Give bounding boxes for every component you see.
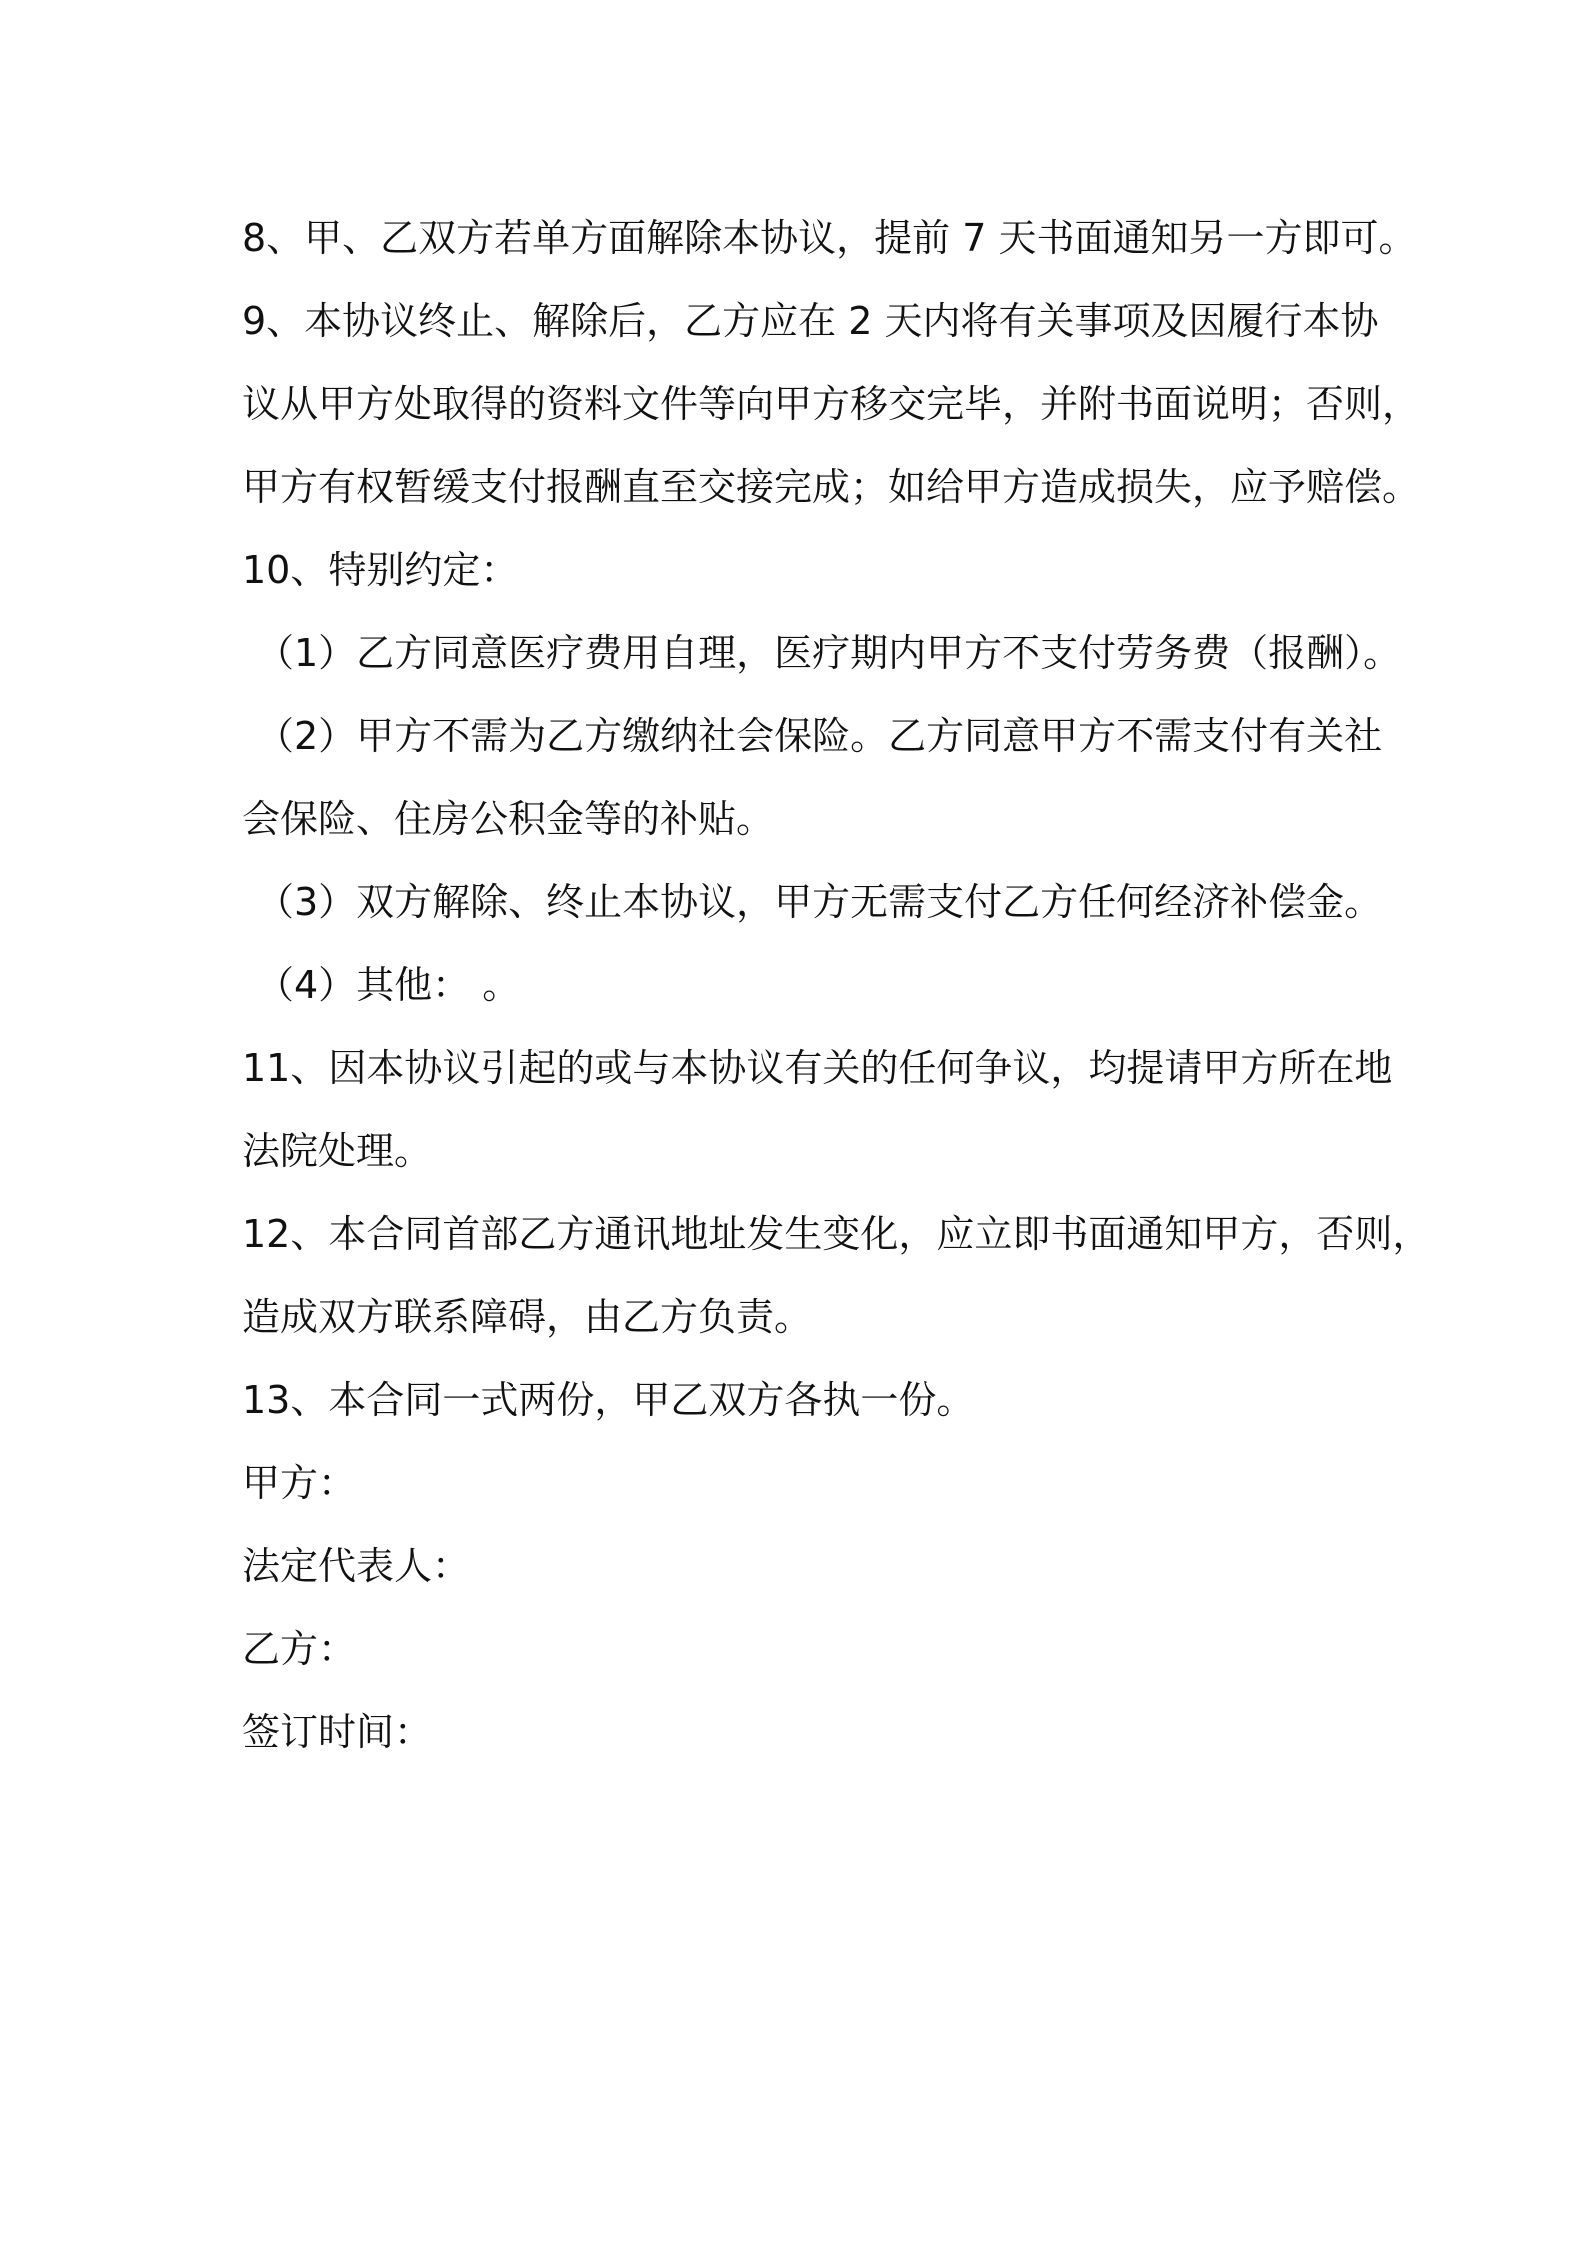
special-term-3 [242,861,1382,944]
special-term-4 [242,944,1382,1027]
signing-date-label [242,1691,1382,1774]
clause-8 [242,197,1417,280]
text-line: 议从甲方处取得的资料文件等向甲方移交完毕，并附书面说明；否则， [242,382,1421,426]
text-line: 9、本协议终止、解除后，乙方应在 2 天内将有关事项及因履行本协 [242,299,1379,343]
text-line: 11、因本协议引起的或与本协议有关的任何争议，均提请甲方所在地 [242,1046,1393,1090]
text-line: 甲方有权暂缓支付报酬直至交接完成；如给甲方造成损失，应予赔偿。 [242,465,1421,509]
special-term-1 [242,612,1402,695]
text-line: 会保险、住房公积金等的补贴。 [242,797,775,841]
text-line: 8、甲、乙双方若单方面解除本协议，提前 7 天书面通知另一方即可。 [242,216,1417,260]
text-line: 签订时间： [242,1710,433,1754]
text-line: 法定代表人： [242,1544,471,1588]
text-line: 13、本合同一式两份，甲乙双方各执一份。 [242,1378,975,1422]
document-body [242,197,1431,1774]
text-line: 造成双方联系障碍，由乙方负责。 [242,1295,813,1339]
clause-9 [242,280,1421,529]
special-term-2 [242,695,1382,861]
text-line: 法院处理。 [242,1129,433,1173]
clause-11 [242,1027,1393,1193]
text-line: （2）甲方不需为乙方缴纳社会保险。乙方同意甲方不需支付有关社 [256,714,1383,758]
text-line: 乙方： [242,1627,357,1671]
text-line: 10、特别约定： [242,548,519,592]
text-line: 甲方： [242,1461,357,1505]
clause-13 [242,1359,1382,1442]
text-line: 12、本合同首部乙方通讯地址发生变化，应立即书面通知甲方，否则， [242,1212,1431,1256]
legal-representative-label [242,1525,1382,1608]
text-line: （4）其他： 。 [256,963,521,1007]
clause-12 [242,1193,1431,1359]
clause-10-heading [242,529,1382,612]
party-a-label [242,1442,1382,1525]
party-b-label [242,1608,1382,1691]
text-line: （1）乙方同意医疗费用自理，医疗期内甲方不支付劳务费（报酬）。 [256,631,1402,675]
text-line: （3）双方解除、终止本协议，甲方无需支付乙方任何经济补偿金。 [256,880,1383,924]
